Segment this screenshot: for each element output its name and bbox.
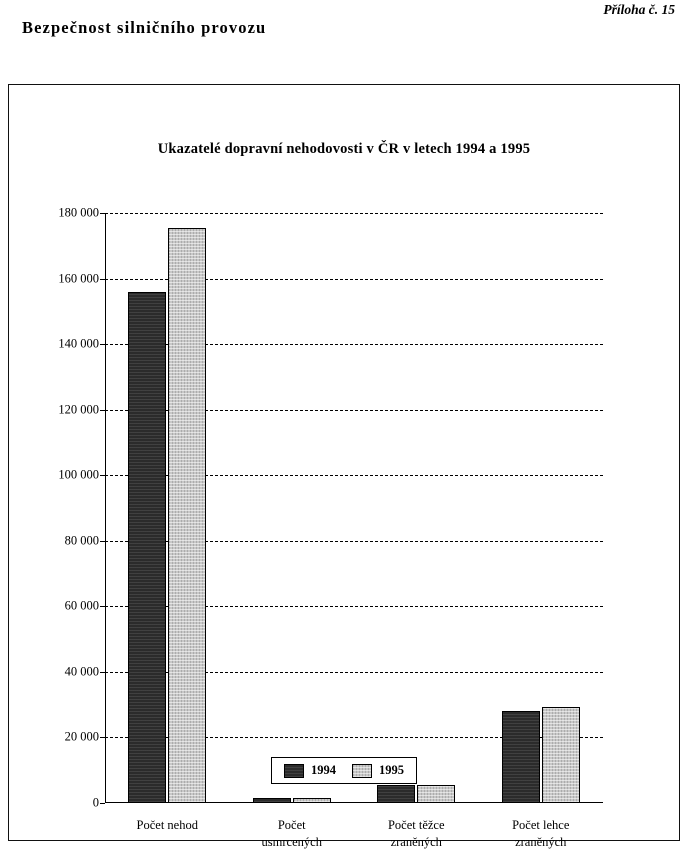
legend-label-1994: 1994	[311, 763, 336, 777]
x-axis-label-1	[222, 817, 362, 851]
bar-1995-2	[417, 785, 455, 803]
gridline	[105, 213, 603, 214]
y-axis-tick-label: 160 000	[58, 271, 99, 286]
y-axis-tick	[100, 672, 105, 673]
chart-container	[8, 84, 680, 849]
x-axis-label-2	[346, 817, 486, 851]
bar-1995-3	[542, 707, 580, 803]
x-axis-label-line: usmrcených	[261, 834, 322, 849]
legend-item-1994	[284, 763, 336, 778]
y-axis-tick-labels	[29, 205, 99, 810]
y-axis-tick	[100, 279, 105, 280]
x-axis-label-line: Počet těžce	[387, 818, 445, 832]
legend-item-1995	[352, 763, 404, 778]
y-axis-tick	[100, 606, 105, 607]
bar-1995-1	[293, 798, 331, 803]
x-axis-label-line: zraněných	[515, 834, 567, 849]
y-axis-tick-label: 120 000	[58, 402, 99, 417]
y-axis-tick	[100, 344, 105, 345]
y-axis-tick-label: 60 000	[64, 598, 99, 613]
x-axis-label-line: zraněných	[390, 834, 442, 849]
y-axis-tick-label: 80 000	[64, 533, 99, 548]
legend-swatch-1995	[352, 764, 372, 778]
bar-1994-3	[502, 711, 540, 803]
y-axis-line	[105, 213, 106, 803]
y-axis-tick-label: 40 000	[64, 664, 99, 679]
y-axis-tick-label: 180 000	[58, 205, 99, 220]
chart-legend	[271, 757, 417, 784]
plot-area	[105, 213, 603, 803]
legend-swatch-1994	[284, 764, 304, 778]
y-axis-tick	[100, 541, 105, 542]
y-axis-tick-label: 20 000	[64, 729, 99, 744]
x-axis-label-line: Počet lehce	[512, 818, 570, 832]
x-axis-label-3	[471, 817, 611, 851]
legend-label-1995: 1995	[379, 763, 404, 777]
y-axis-tick-label: 100 000	[58, 467, 99, 482]
chart-title: Ukazatelé dopravní nehodovosti v ČR v letech 1994 a 1995	[157, 141, 531, 157]
x-axis-label-line: Počet	[277, 818, 306, 832]
y-axis-tick-label: 0	[92, 795, 99, 810]
page-header	[0, 0, 691, 60]
appendix-label: Příloha č. 15	[603, 2, 675, 17]
y-axis-tick	[100, 475, 105, 476]
bar-1995-0	[168, 228, 206, 803]
y-axis-tick	[100, 803, 105, 804]
y-axis-tick	[100, 410, 105, 411]
page-title: Bezpečnost silničního provozu	[22, 18, 267, 37]
bar-1994-2	[377, 785, 415, 803]
y-axis-tick	[100, 213, 105, 214]
y-axis-tick-label: 140 000	[58, 336, 99, 351]
x-axis-label-line: Počet nehod	[136, 818, 198, 832]
bar-1994-1	[253, 798, 291, 803]
x-axis-label-0	[97, 817, 237, 834]
bar-1994-0	[128, 292, 166, 803]
y-axis-tick	[100, 737, 105, 738]
